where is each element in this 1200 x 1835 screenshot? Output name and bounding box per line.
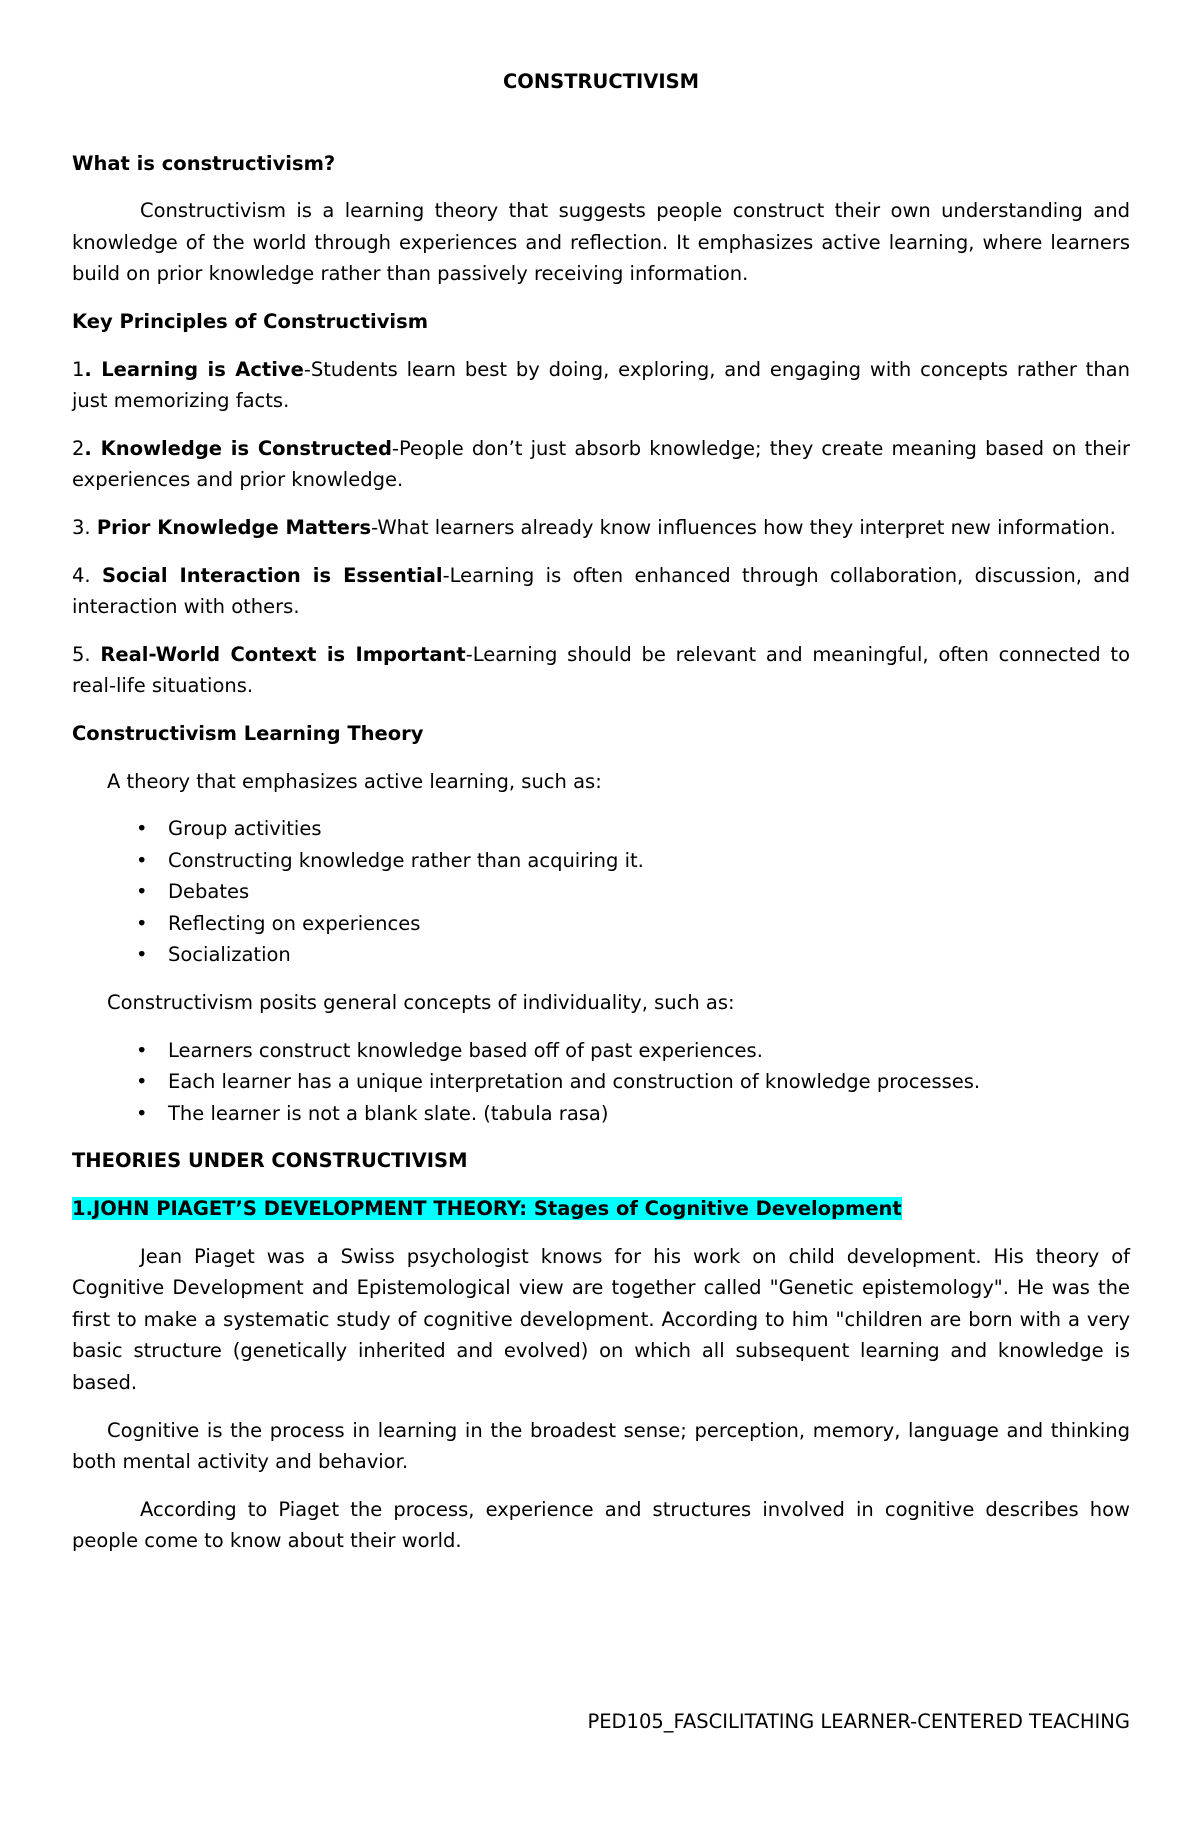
- bullet-item: • Socialization: [72, 939, 1130, 971]
- what-is-paragraph: Constructivism is a learning theory that suggests people construct their own understanding and knowledge of the world through experiences and reflection. It emphasizes active learning, where learners build on prior knowledge rather than passively receiving information.: [72, 199, 1130, 286]
- individuality-intro: Constructivism posits general concepts of individuality, such as:: [107, 991, 735, 1015]
- principle-item: [72, 433, 1130, 496]
- what-is-heading: What is constructivism?: [72, 151, 336, 175]
- principle-text: -Students learn best by doing, exploring, and engaging with concepts rather than just memorizing facts.: [72, 357, 1130, 413]
- learning-theory-intro: A theory that emphasizes active learning, such as:: [107, 769, 602, 793]
- cognitive-paragraph: Cognitive is the process in learning in the broadest sense; perception, memory, language and thinking both mental activity and behavior.: [72, 1418, 1130, 1474]
- principle-number: 3.: [72, 515, 97, 539]
- document-title: CONSTRUCTIVISM: [502, 70, 700, 93]
- principle-number: 1: [72, 357, 85, 381]
- principle-term: . Knowledge is Constructed: [84, 436, 392, 460]
- principle-number: 4.: [72, 563, 102, 587]
- piaget-process-paragraph: According to Piaget the process, experience and structures involved in cognitive describes how people come to know about their world.: [72, 1497, 1130, 1553]
- learning-theory-heading: Constructivism Learning Theory: [72, 721, 424, 745]
- principle-term: Social Interaction is Essential: [102, 563, 443, 587]
- principle-number: 5.: [72, 642, 101, 666]
- principle-term: Real-World Context is Important: [100, 642, 466, 666]
- piaget-heading: [72, 1193, 1130, 1225]
- principle-item: [72, 512, 1130, 544]
- bullet-item: • The learner is not a blank slate. (tabula rasa): [72, 1098, 1130, 1130]
- bullet-item: • Debates: [72, 876, 1130, 908]
- principle-term: . Learning is Active: [84, 357, 304, 381]
- principle-term: Prior Knowledge Matters: [96, 515, 372, 539]
- principles-list: [72, 354, 1130, 702]
- document-page: [72, 66, 1130, 1573]
- activities-bullet-list: [72, 813, 1130, 971]
- principle-text: -Learning should be relevant and meaningful, often connected to real-life situations.: [72, 642, 1130, 698]
- principle-text: -Learning is often enhanced through collaboration, discussion, and interaction with others.: [72, 563, 1130, 619]
- principle-number: 2: [72, 436, 85, 460]
- page-footer: PED105_FASCILITATING LEARNER-CENTERED TEACHING: [587, 1710, 1130, 1733]
- individuality-bullet-list: [72, 1035, 1130, 1130]
- principles-heading: Key Principles of Constructivism: [72, 309, 429, 333]
- principle-item: [72, 639, 1130, 702]
- principle-item: [72, 560, 1130, 623]
- principle-text: -People don’t just absorb knowledge; they create meaning based on their experiences and prior knowledge.: [72, 436, 1130, 492]
- bullet-item: • Constructing knowledge rather than acquiring it.: [72, 845, 1130, 877]
- theories-heading: THEORIES UNDER CONSTRUCTIVISM: [72, 1149, 468, 1173]
- principle-item: [72, 354, 1130, 417]
- bullet-item: • Reflecting on experiences: [72, 908, 1130, 940]
- principle-text: -What learners already know influences how they interpret new information.: [371, 515, 1116, 539]
- piaget-heading-highlight: 1.JOHN PIAGET’S DEVELOPMENT THEORY: Stages of Cognitive Development: [72, 1197, 902, 1221]
- bullet-item: • Each learner has a unique interpretation and construction of knowledge processes.: [72, 1066, 1130, 1098]
- bullet-item: • Group activities: [72, 813, 1130, 845]
- piaget-paragraph: Jean Piaget was a Swiss psychologist knows for his work on child development. His theory of Cognitive Development and Epistemological view are together called "Genetic epistemology". He was the first to make a systematic study of cognitive development. According to him "children are born with a very basic structure (genetically inherited and evolved) on which all subsequent learning and knowledge is based.: [72, 1244, 1130, 1394]
- bullet-item: • Learners construct knowledge based off of past experiences.: [72, 1035, 1130, 1067]
